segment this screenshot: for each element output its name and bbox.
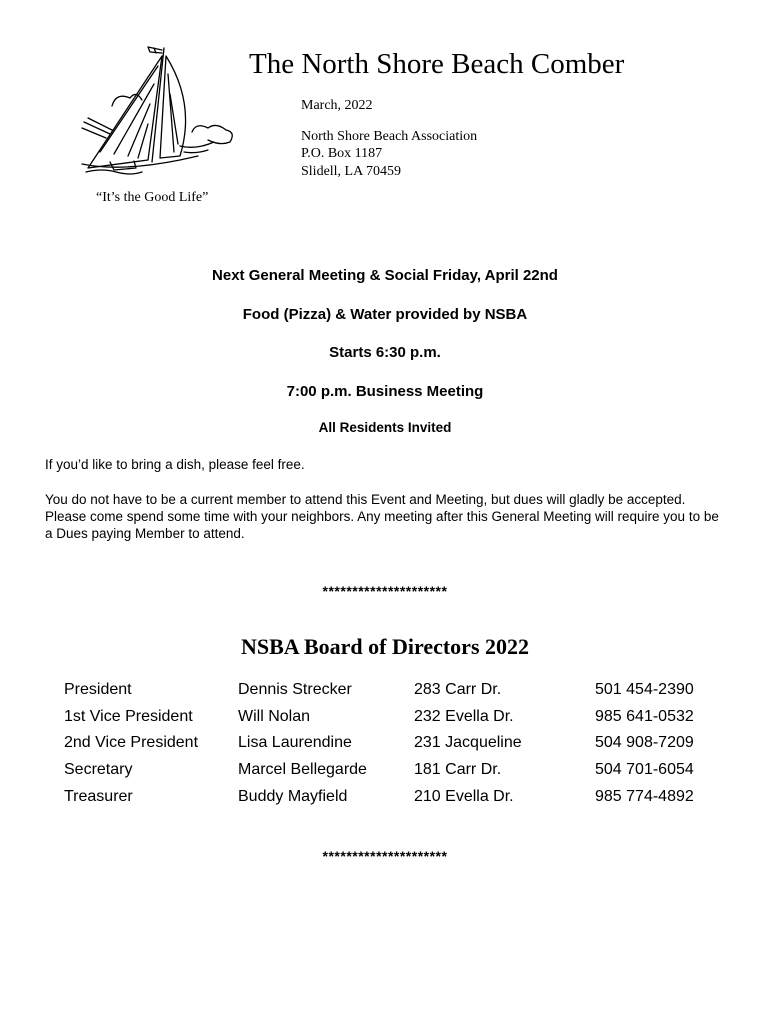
board-name: Dennis Strecker xyxy=(238,681,352,698)
org-po-box: P.O. Box 1187 xyxy=(301,146,383,161)
board-address: 283 Carr Dr. xyxy=(414,681,502,698)
board-role: Secretary xyxy=(64,761,133,779)
board-role: Treasurer xyxy=(64,787,133,805)
board-heading: NSBA Board of Directors 2022 xyxy=(240,634,530,659)
board-phone: 504 701-6054 xyxy=(595,761,694,779)
food-line: Food (Pizza) & Water provided by NSBA xyxy=(242,306,528,323)
page-title: The North Shore Beach Comber xyxy=(249,48,625,80)
separator: ********************* xyxy=(322,848,448,864)
meeting-heading: Next General Meeting & Social Friday, April 22nd xyxy=(212,267,558,284)
residents-invited-line: All Residents Invited xyxy=(318,420,452,435)
business-meeting-line: 7:00 p.m. Business Meeting xyxy=(286,383,484,400)
board-role: 1st Vice President xyxy=(64,707,193,725)
board-phone: 504 908-7209 xyxy=(595,734,694,752)
board-name: Buddy Mayfield xyxy=(238,787,348,805)
slogan: “It’s the Good Life” xyxy=(96,190,209,205)
board-role: President xyxy=(64,681,132,698)
board-address: 232 Evella Dr. xyxy=(414,707,514,725)
board-phone: 501 454-2390 xyxy=(595,681,694,698)
board-address: 231 Jacqueline xyxy=(414,734,522,752)
org-name: North Shore Beach Association xyxy=(301,129,478,144)
sailboat-icon xyxy=(80,44,240,184)
board-name: Marcel Bellegarde xyxy=(238,761,367,779)
dish-note: If you’d like to bring a dish, please feel free. xyxy=(45,457,305,472)
separator: ********************* xyxy=(322,583,448,599)
start-time-line: Starts 6:30 p.m. xyxy=(329,344,441,361)
board-phone: 985 641-0532 xyxy=(595,707,694,725)
board-name: Lisa Laurendine xyxy=(238,734,352,752)
board-address: 181 Carr Dr. xyxy=(414,761,502,779)
board-address: 210 Evella Dr. xyxy=(414,787,514,805)
org-city: Slidell, LA 70459 xyxy=(301,164,401,179)
board-name: Will Nolan xyxy=(238,707,311,725)
board-phone: 985 774-4892 xyxy=(595,787,694,805)
issue-date: March, 2022 xyxy=(301,98,373,113)
membership-note: You do not have to be a current member to attend this Event and Meeting, but dues will gladly be accepted. Please come spend some time with your neighbors. Any meeting after this General Meeting will require you to be a Dues paying Member to attend. xyxy=(45,492,719,541)
board-role: 2nd Vice President xyxy=(64,734,199,752)
